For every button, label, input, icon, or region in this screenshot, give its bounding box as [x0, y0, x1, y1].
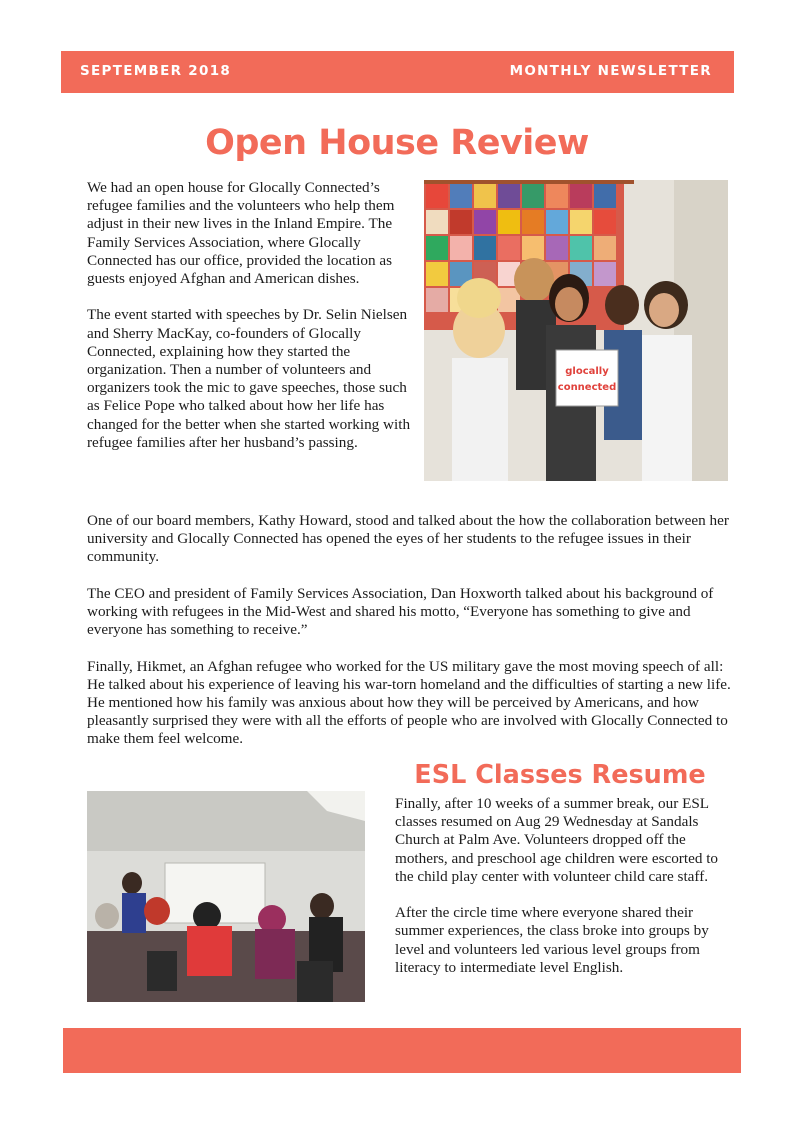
- article-body-open-house-intro: [87, 179, 417, 452]
- article-body-open-house-continued: [87, 512, 732, 749]
- paragraph: The event started with speeches by Dr. Selin Nielsen and Sherry MacKay, co-founders of Glocally Connected, explaining how they started the organization. Then a number of volunteers and organizers took the mic to gave speeches, those such as Felice Pope who talked about how her life has changed for the better when she started working with refugee families after her husband’s passing.: [87, 306, 411, 451]
- sign-text-line: connected: [557, 382, 617, 393]
- footer-bar: [63, 1028, 741, 1073]
- issue-date: SEPTEMBER 2018: [80, 63, 232, 79]
- paragraph: The CEO and president of Family Services Association, Dan Hoxworth talked about his background of working with refugees in the Mid-West and shared his motto, “Everyone has something to give and everyone has something to receive.”: [87, 584, 714, 639]
- header-bar: [61, 51, 734, 93]
- open-house-group-photo: [424, 180, 728, 481]
- article-title-esl: ESL Classes Resume: [414, 760, 706, 790]
- paragraph: Finally, Hikmet, an Afghan refugee who worked for the US military gave the most moving speech of all: He talked about his experience of leaving his war-torn homeland and the difficulties of starting a new life. He mentioned how his family was anxious about how they will be perceived by Americans, and how pleasantly surprised they were with all the efforts of people who are involved with Glocally Connected to make them feel welcome.: [87, 657, 731, 748]
- sign-text-line: glocally: [565, 366, 609, 377]
- esl-class-photo: [87, 791, 365, 1002]
- newsletter-label: MONTHLY NEWSLETTER: [509, 63, 712, 79]
- paragraph: One of our board members, Kathy Howard, stood and talked about the how the collaboration between her university and Glocally Connected has opened the eyes of her students to the refugee issues in their community.: [87, 512, 729, 566]
- paragraph: After the circle time where everyone shared their summer experiences, the class broke into groups by level and volunteers led various level groups from literacy to intermediate level English.: [395, 904, 709, 976]
- paragraph: We had an open house for Glocally Connected’s refugee families and the volunteers who help them adjust in their new lives in the Inland Empire. The Family Services Association, where Glocally Connected has our office, provided the location as guests enjoyed Afghan and American dishes.: [87, 179, 395, 288]
- article-title-open-house: Open House Review: [205, 123, 589, 163]
- article-body-esl: [395, 795, 740, 977]
- paragraph: Finally, after 10 weeks of a summer break, our ESL classes resumed on Aug 29 Wednesday at Sandals Church at Palm Ave. Volunteers dropped off the mothers, and preschool age children were escorted to the child play center with volunteer child care staff.: [395, 795, 719, 885]
